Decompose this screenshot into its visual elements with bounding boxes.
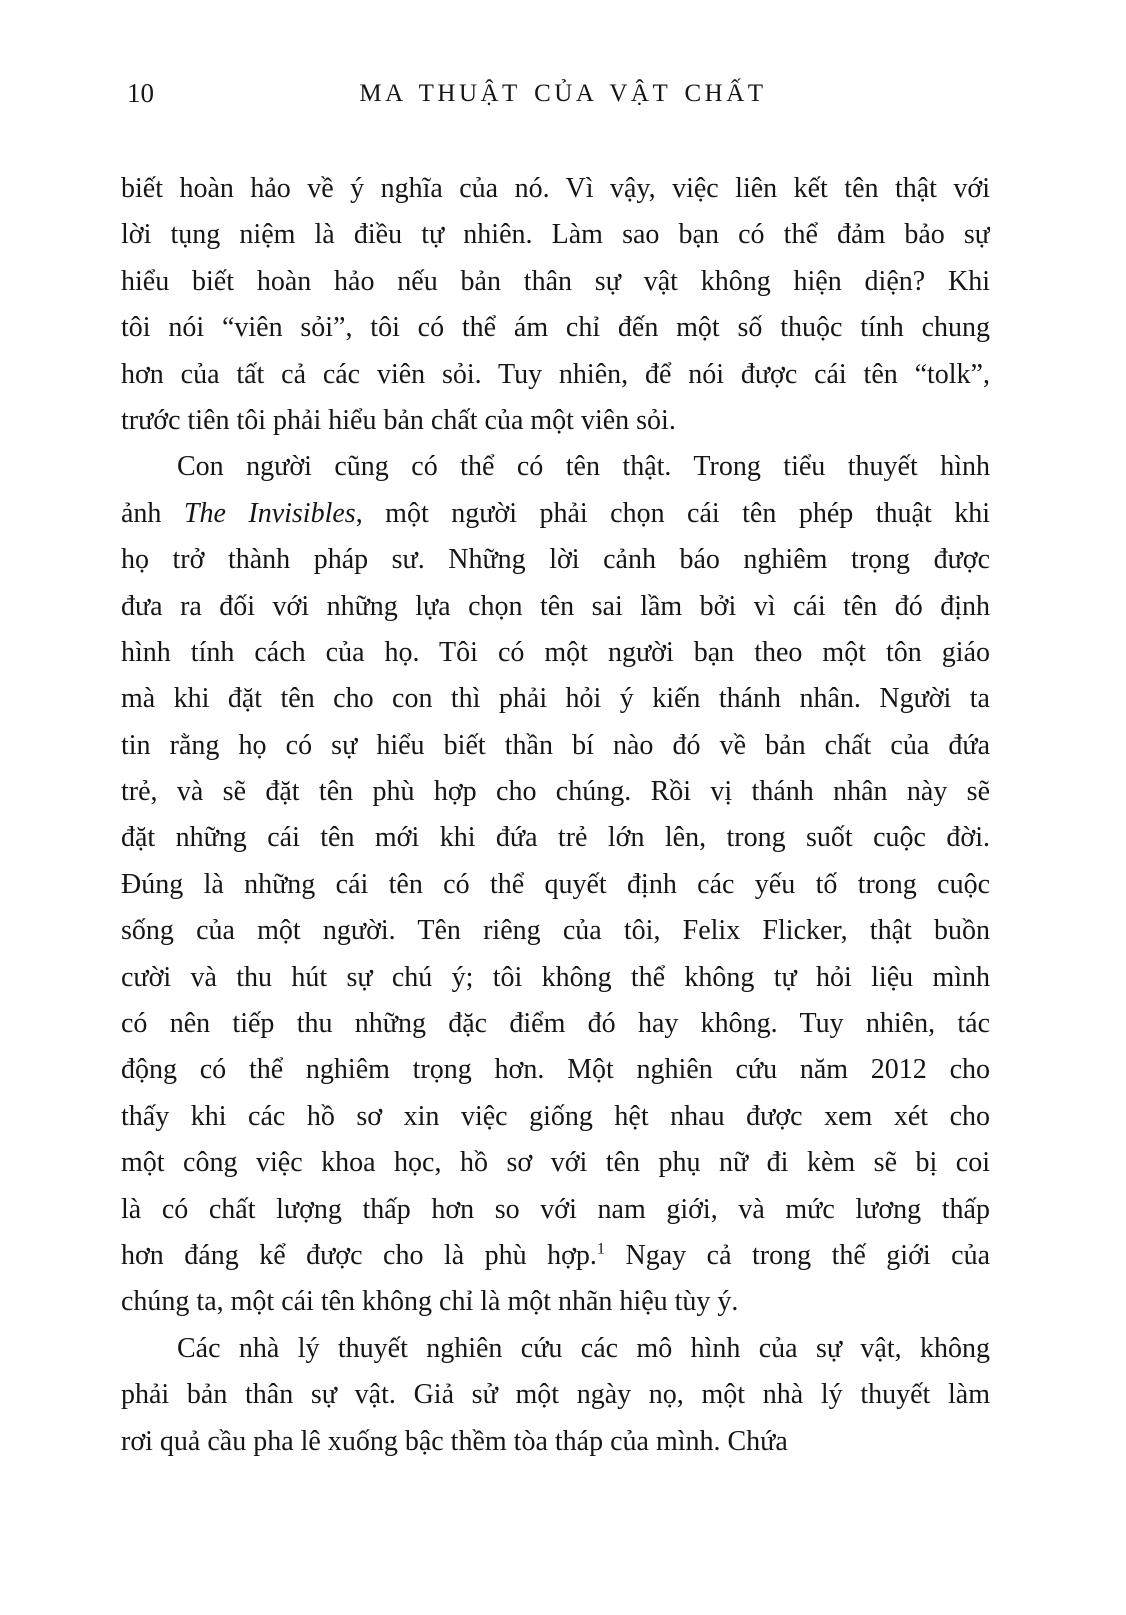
text-line bbox=[121, 862, 990, 908]
text-line bbox=[121, 676, 990, 722]
text-segment: chúng ta, một cái tên không chỉ là một nhãn hiệu tùy ý. bbox=[121, 1286, 739, 1318]
text-segment: ảnh bbox=[121, 497, 184, 529]
text-segment: mà khi đặt tên cho con thì phải hỏi ý kiến thánh nhân. Người ta bbox=[121, 683, 990, 715]
text-line bbox=[121, 1140, 990, 1186]
text-line bbox=[121, 259, 990, 305]
text-line bbox=[121, 769, 990, 815]
text-segment: hơn đáng kể được cho là phù hợp. bbox=[121, 1239, 597, 1271]
text-line bbox=[121, 1419, 990, 1465]
text-line bbox=[121, 1372, 990, 1418]
text-segment: Đúng là những cái tên có thể quyết định các yếu tố trong cuộc bbox=[121, 868, 990, 900]
text-line bbox=[121, 212, 990, 258]
text-segment: Ngay cả trong thế giới của bbox=[605, 1239, 990, 1271]
text-segment: động có thể nghiêm trọng hơn. Một nghiên cứu năm 2012 cho bbox=[121, 1054, 990, 1086]
text-segment: có nên tiếp thu những đặc điểm đó hay không. Tuy nhiên, tác bbox=[121, 1008, 990, 1040]
text-segment: , một người phải chọn cái tên phép thuật khi bbox=[355, 497, 990, 529]
text-line bbox=[121, 491, 990, 537]
text-line bbox=[121, 908, 990, 954]
text-line bbox=[121, 305, 990, 351]
text-segment: trước tiên tôi phải hiểu bản chất của một viên sỏi. bbox=[121, 404, 676, 436]
text-segment: tin rằng họ có sự hiểu biết thần bí nào đó về bản chất của đứa bbox=[121, 729, 990, 761]
text-segment: sống của một người. Tên riêng của tôi, Felix Flicker, thật buồn bbox=[121, 915, 990, 947]
italic-text-segment: The Invisibles bbox=[183, 497, 356, 529]
text-segment: Con người cũng có thể có tên thật. Trong tiểu thuyết hình bbox=[177, 451, 990, 483]
text-line bbox=[121, 584, 990, 630]
text-segment: cười và thu hút sự chú ý; tôi không thể không tự hỏi liệu mình bbox=[121, 961, 990, 993]
text-segment: hơn của tất cả các viên sỏi. Tuy nhiên, để nói được cái tên “tolk”, bbox=[121, 358, 990, 390]
text-segment: tôi nói “viên sỏi”, tôi có thể ám chỉ đến một số thuộc tính chung bbox=[121, 312, 990, 344]
text-line bbox=[121, 723, 990, 769]
text-segment: đưa ra đối với những lựa chọn tên sai lầm bởi vì cái tên đó định bbox=[121, 590, 990, 622]
text-segment: thấy khi các hồ sơ xin việc giống hệt nhau được xem xét cho bbox=[121, 1100, 990, 1132]
text-segment: trẻ, và sẽ đặt tên phù hợp cho chúng. Rồi vị thánh nhân này sẽ bbox=[121, 776, 990, 808]
running-title: MA THUẬT CỦA VẬT CHẤT bbox=[359, 80, 767, 107]
text-segment: đặt những cái tên mới khi đứa trẻ lớn lên, trong suốt cuộc đời. bbox=[121, 822, 990, 854]
page-number: 10 bbox=[127, 78, 154, 108]
text-line bbox=[121, 166, 990, 212]
text-segment: một công việc khoa học, hồ sơ với tên phụ nữ đi kèm sẽ bị coi bbox=[121, 1147, 990, 1179]
text-segment: Các nhà lý thuyết nghiên cứu các mô hình của sự vật, không bbox=[177, 1332, 990, 1364]
page-header bbox=[0, 78, 1126, 112]
text-line bbox=[121, 630, 990, 676]
footnote-reference: 1 bbox=[596, 1239, 606, 1258]
text-segment: phải bản thân sự vật. Giả sử một ngày nọ, một nhà lý thuyết làm bbox=[121, 1379, 990, 1411]
text-segment: họ trở thành pháp sư. Những lời cảnh báo nghiêm trọng được bbox=[121, 544, 990, 576]
text-line bbox=[121, 1047, 990, 1093]
text-line bbox=[121, 1001, 990, 1047]
text-line bbox=[121, 955, 990, 1001]
text-line bbox=[121, 352, 990, 398]
text-line bbox=[121, 1233, 990, 1279]
text-segment: hiểu biết hoàn hảo nếu bản thân sự vật không hiện diện? Khi bbox=[121, 265, 990, 297]
text-line bbox=[121, 1094, 990, 1140]
text-line bbox=[121, 815, 990, 861]
text-line bbox=[121, 1187, 990, 1233]
text-line bbox=[121, 444, 990, 490]
text-line bbox=[121, 1326, 990, 1372]
text-segment: rơi quả cầu pha lê xuống bậc thềm tòa tháp của mình. Chứa bbox=[121, 1425, 788, 1457]
text-segment: lời tụng niệm là điều tự nhiên. Làm sao bạn có thể đảm bảo sự bbox=[121, 219, 990, 251]
body-text bbox=[121, 166, 990, 1465]
text-line bbox=[121, 537, 990, 583]
text-line bbox=[121, 1279, 990, 1325]
text-segment: là có chất lượng thấp hơn so với nam giới, và mức lương thấp bbox=[121, 1193, 990, 1225]
text-segment: hình tính cách của họ. Tôi có một người bạn theo một tôn giáo bbox=[121, 636, 990, 668]
text-segment: biết hoàn hảo về ý nghĩa của nó. Vì vậy, việc liên kết tên thật với bbox=[121, 173, 990, 204]
text-line bbox=[121, 398, 990, 444]
